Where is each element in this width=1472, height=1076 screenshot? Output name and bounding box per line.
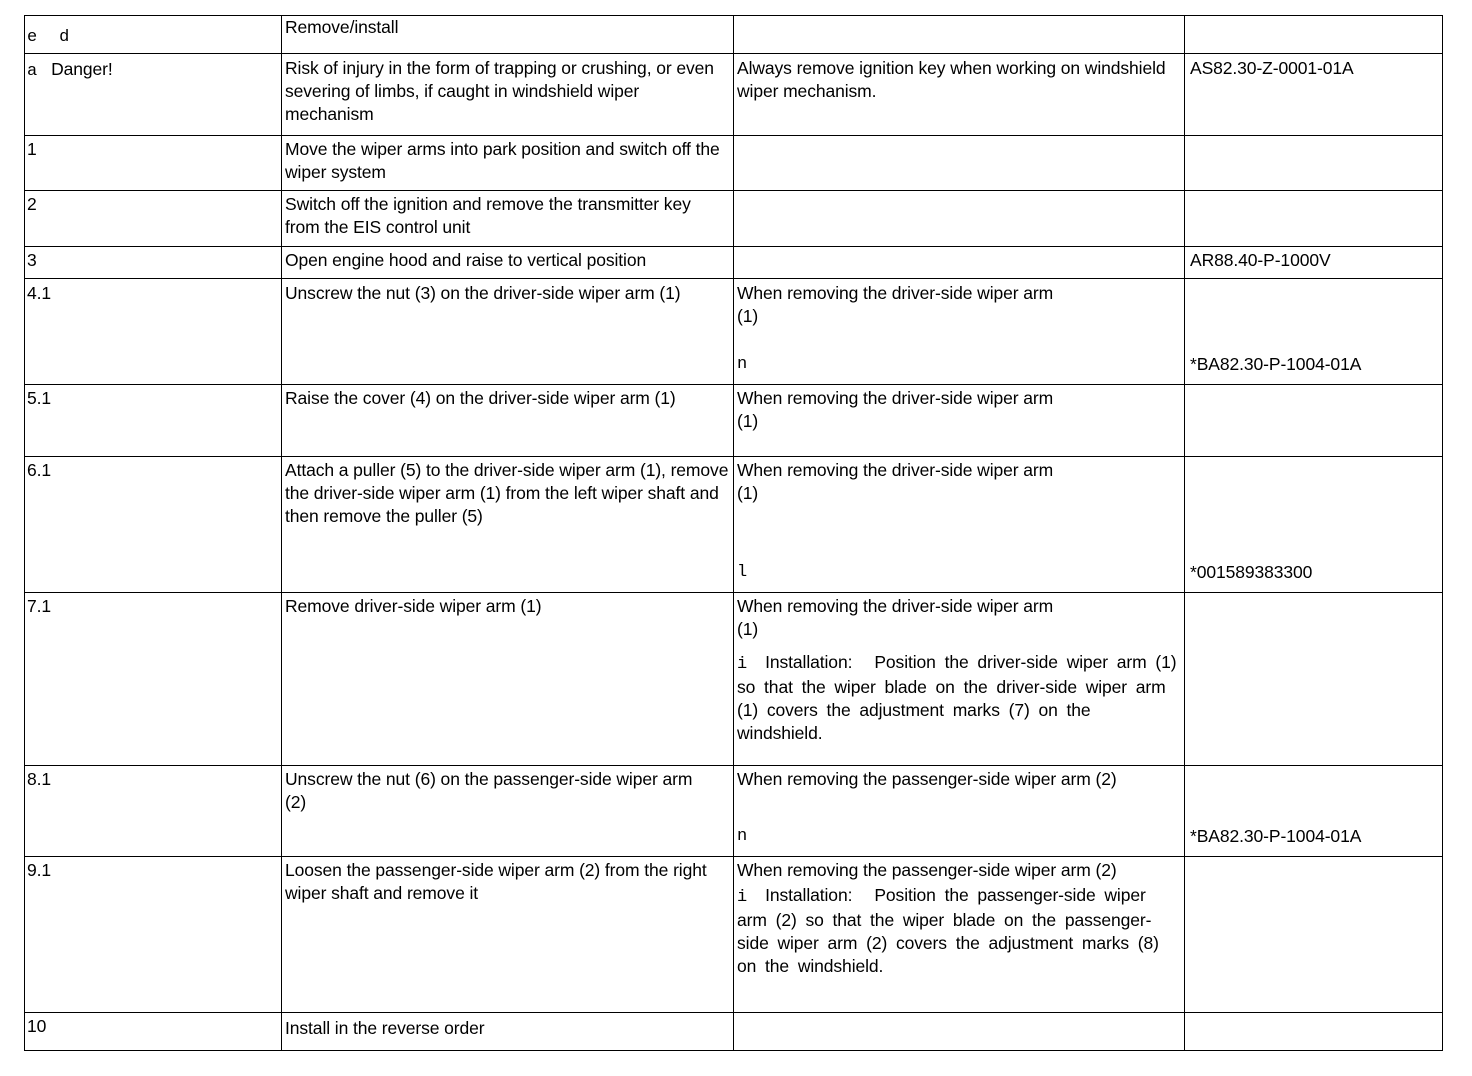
step-row (25, 593, 1443, 766)
step-row (25, 766, 1443, 857)
step-number: 9.1 (25, 857, 282, 1013)
step-row (25, 857, 1443, 1013)
install-symbol-icon: d (59, 28, 70, 47)
step-text: Open engine hood and raise to vertical position (282, 247, 734, 279)
step-number: 1 (25, 136, 282, 191)
step-text: Unscrew the nut (6) on the passenger-side wiper arm (2) (282, 766, 734, 857)
installation-label: Installation: (765, 885, 853, 905)
step-text: Attach a puller (5) to the driver-side wiper arm (1), remove the driver-side wiper arm (1) from the left wiper shaft and then remove the puller (5) (282, 457, 734, 593)
step-row (25, 191, 1443, 247)
step-text: Loosen the passenger-side wiper arm (2) from the right wiper shaft and remove it (282, 857, 734, 1013)
step-number: 8.1 (25, 766, 282, 857)
remove-symbol-icon: e (27, 28, 38, 47)
step-row (25, 1013, 1443, 1051)
danger-row (25, 54, 1443, 136)
installation-text: Position the passenger-side wiper arm (2) so that the wiper blade on the passenger-side wiper arm (2) covers the adjustment marks (8) on the windshield. (737, 885, 1159, 976)
danger-label-cell (25, 54, 282, 136)
step-row (25, 385, 1443, 457)
danger-warning-icon: a (27, 62, 38, 81)
procedure-document (24, 15, 1442, 1051)
info-icon: i (737, 888, 748, 907)
step-row (25, 279, 1443, 385)
procedure-table (24, 15, 1443, 1051)
step-reference: AR88.40-P-1000V (1185, 247, 1443, 279)
step-row (25, 136, 1443, 191)
step-text: Raise the cover (4) on the driver-side wiper arm (1) (282, 385, 734, 457)
step-reference: *001589383300 (1185, 457, 1443, 593)
danger-note: Always remove ignition key when working on windshield wiper mechanism. (734, 54, 1185, 136)
step-row (25, 457, 1443, 593)
danger-label: Danger! (51, 59, 113, 79)
step-text: Install in the reverse order (282, 1013, 734, 1051)
installation-text: Position the driver-side wiper arm (1) so that the wiper blade on the driver-side wiper arm (1) covers the adjustment marks (7) on the windshield. (737, 652, 1177, 743)
danger-reference: AS82.30-Z-0001-01A (1185, 54, 1443, 136)
step-number: 10 (25, 1013, 282, 1051)
step-text: Switch off the ignition and remove the transmitter key from the EIS control unit (282, 191, 734, 247)
step-note: When removing the passenger-side wiper arm (2) n (734, 766, 1185, 857)
step-number: 5.1 (25, 385, 282, 457)
step-note: When removing the passenger-side wiper arm (2) i Installation: Position the passenger-side wiper arm (2) so that the wiper blade on the passenger-side wiper arm (2) covers the adjustment marks (8) on the windshield. (734, 857, 1185, 1013)
step-text: Move the wiper arms into park position and switch off the wiper system (282, 136, 734, 191)
header-title: Remove/install (282, 16, 734, 54)
step-note: When removing the driver-side wiper arm (1) l (734, 457, 1185, 593)
step-note: When removing the driver-side wiper arm (1) i Installation: Position the driver-side wiper arm (1) so that the wiper blade on the driver-side wiper arm (1) covers the adjustment marks (7) on the windshield. (734, 593, 1185, 766)
installation-label: Installation: (765, 652, 853, 672)
step-note: When removing the driver-side wiper arm (1) (734, 385, 1185, 457)
header-symbol-cell (25, 16, 282, 54)
step-number: 3 (25, 247, 282, 279)
nut-tool-icon: n (737, 355, 748, 374)
step-text: Remove driver-side wiper arm (1) (282, 593, 734, 766)
step-number: 6.1 (25, 457, 282, 593)
step-text: Unscrew the nut (3) on the driver-side wiper arm (1) (282, 279, 734, 385)
step-number: 4.1 (25, 279, 282, 385)
step-reference: *BA82.30-P-1004-01A (1185, 279, 1443, 385)
nut-tool-icon: n (737, 827, 748, 846)
puller-tool-icon: l (737, 563, 748, 582)
step-row (25, 247, 1443, 279)
step-number: 2 (25, 191, 282, 247)
info-icon: i (737, 655, 748, 674)
danger-risk-text: Risk of injury in the form of trapping or crushing, or even severing of limbs, if caught in windshield wiper mechanism (282, 54, 734, 136)
header-row (25, 16, 1443, 54)
step-reference: *BA82.30-P-1004-01A (1185, 766, 1443, 857)
step-number: 7.1 (25, 593, 282, 766)
step-note: When removing the driver-side wiper arm (1) n (734, 279, 1185, 385)
